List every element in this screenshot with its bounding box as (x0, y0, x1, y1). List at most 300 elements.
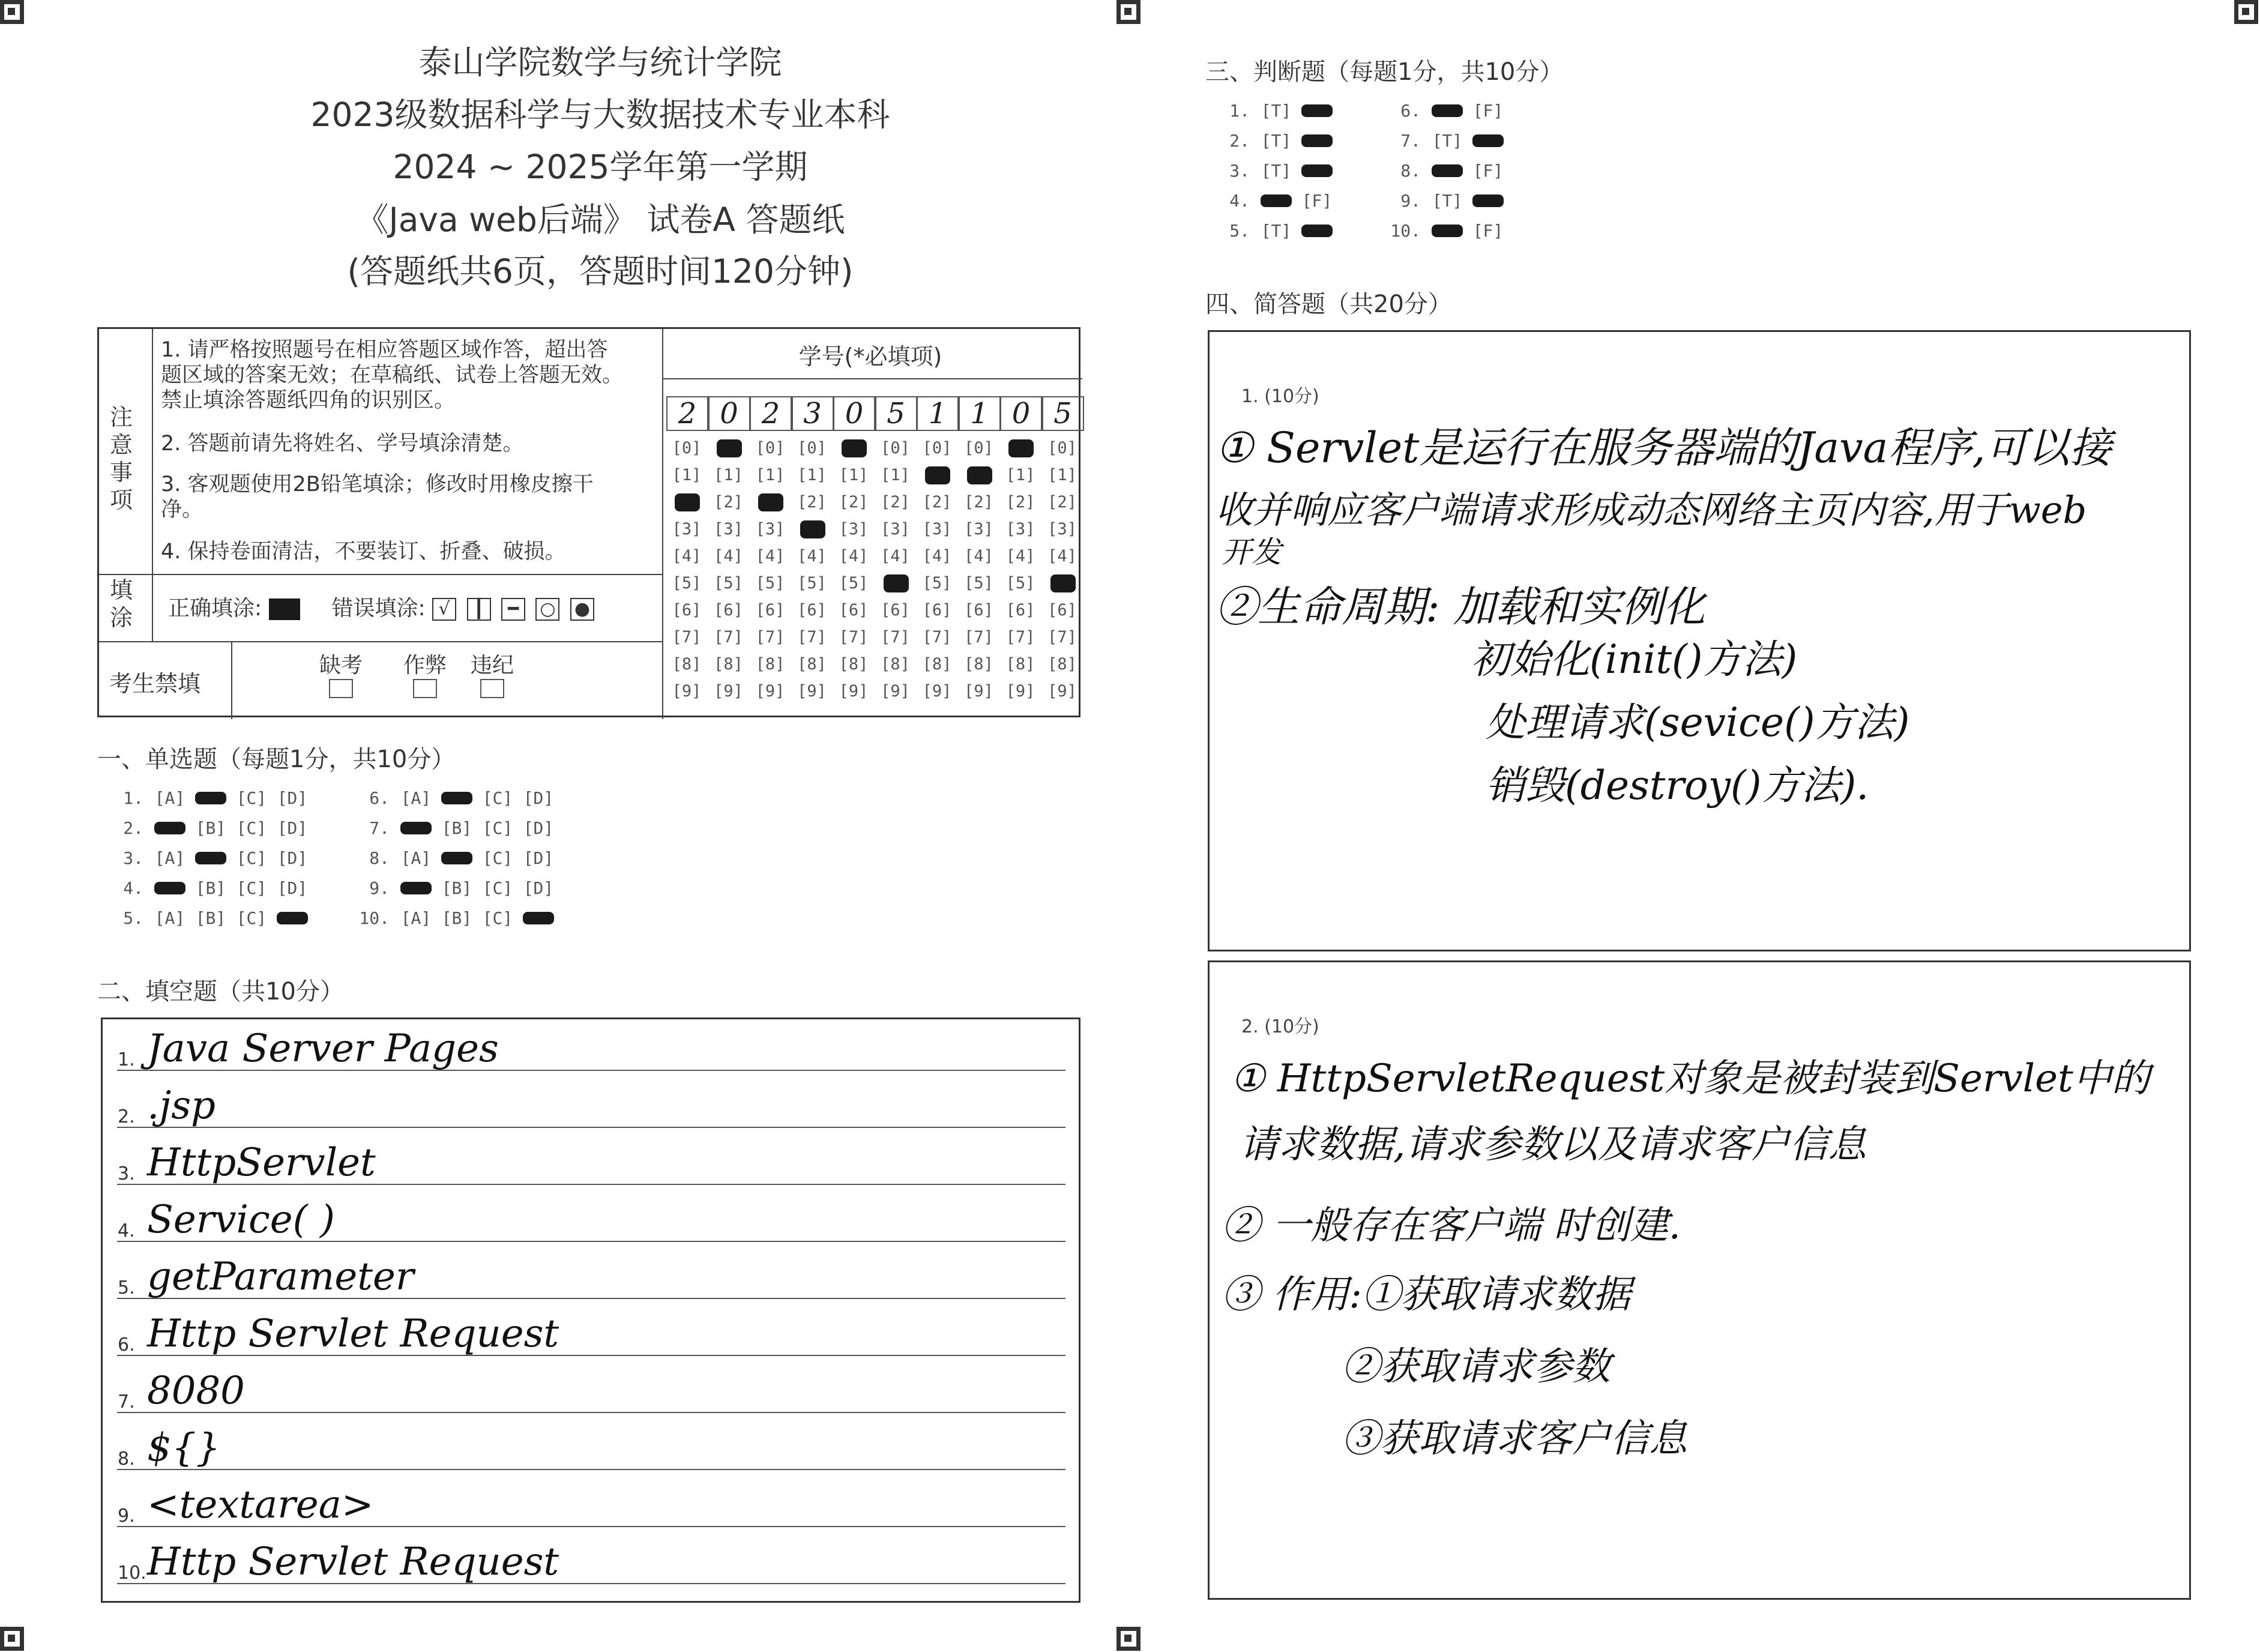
single-choice-option-filled[interactable] (518, 908, 559, 928)
student-id-bubble-filled[interactable] (1001, 435, 1040, 462)
student-id-bubble[interactable]: [9] (797, 682, 827, 701)
student-id-bubble[interactable]: [8] (922, 655, 952, 674)
student-id-bubble[interactable]: [1] (755, 466, 785, 484)
correct-fill-label: 正确填涂: (168, 596, 262, 621)
ban-item-violation-box[interactable] (480, 679, 504, 698)
single-choice-option[interactable] (231, 848, 272, 868)
single-choice-option-label: [B] (195, 878, 226, 898)
student-id-bubble[interactable]: [4] (1047, 547, 1077, 565)
single-choice-question-number: 3. (123, 848, 143, 868)
short-answer-2-line-3: ② 一般存在客户端 时创建. (1222, 1204, 1681, 1248)
blank-answer[interactable]: Service( ) (147, 1198, 335, 1242)
student-id-bubble[interactable]: [2] (1005, 493, 1035, 511)
single-choice-option-label: [C] (482, 848, 513, 868)
student-id-bubble[interactable]: [0] (755, 439, 785, 457)
student-id-bubble[interactable]: [8] (1005, 655, 1035, 674)
single-choice-question-row (351, 788, 559, 808)
true-false-option[interactable] (1468, 161, 1508, 181)
student-id-bubble[interactable]: [6] (1005, 601, 1035, 620)
single-choice-question-row (105, 908, 313, 928)
single-choice-question-row (105, 878, 313, 898)
single-choice-question-number: 6. (369, 788, 390, 808)
true-false-question-number: 3. (1229, 161, 1250, 181)
student-id-bubble[interactable]: [1] (881, 466, 910, 484)
blank-answer[interactable]: .jsp (147, 1084, 215, 1128)
section4-title: 四、简答题（共20分） (1205, 291, 1452, 318)
true-false-option-label: [F] (1301, 191, 1333, 211)
filled-mark (1008, 439, 1034, 457)
true-false-question-row (1211, 101, 1337, 121)
single-choice-option-label: [D] (523, 848, 554, 868)
short-answer-1-line-3: 开发 (1222, 535, 1282, 570)
student-id-bubble[interactable]: [9] (1005, 682, 1035, 701)
corner-mark-top-right (2234, 0, 2258, 24)
student-id-bubble[interactable]: [7] (755, 628, 785, 647)
student-id-bubble[interactable]: [4] (672, 547, 702, 565)
student-id-bubble[interactable]: [2] (1047, 493, 1077, 511)
student-id-bubble[interactable]: [3] (964, 520, 993, 538)
student-id-bubble[interactable]: [5] (922, 574, 952, 592)
student-id-bubble[interactable]: [9] (922, 682, 952, 701)
true-false-question-row (1382, 131, 1508, 151)
single-choice-question-row (351, 878, 559, 898)
student-id-bubble[interactable]: [7] (672, 628, 702, 647)
student-id-bubble-filled[interactable] (834, 435, 873, 462)
single-choice-option-filled[interactable] (190, 788, 231, 808)
filled-mark (1050, 574, 1076, 592)
single-choice-option-label: [C] (236, 878, 267, 898)
corner-mark-top-mid (1116, 0, 1141, 24)
blank-number: 10. (118, 1563, 146, 1584)
single-choice-option-filled[interactable] (436, 848, 477, 868)
true-false-option-filled[interactable] (1468, 131, 1508, 151)
student-id-bubble-filled[interactable] (667, 489, 706, 516)
true-false-option[interactable] (1256, 161, 1297, 181)
single-choice-option-label: [D] (523, 878, 554, 898)
short-answer-2-line-5: ②获取请求参数 (1342, 1345, 1611, 1389)
single-choice-option-label: [C] (482, 908, 513, 928)
blank-number: 3. (118, 1163, 135, 1184)
student-id-title: 学号(*必填项) (798, 343, 942, 370)
student-id-bubble-filled[interactable] (1043, 570, 1082, 597)
single-choice-option-label: [A] (154, 788, 185, 808)
section3-title: 三、判断题（每题1分，共10分） (1205, 58, 1564, 86)
student-id-bubble[interactable]: [7] (964, 628, 993, 647)
blank-answer[interactable]: ${} (147, 1426, 221, 1470)
exam-major: 2023级数据科学与大数据技术专业本科 (310, 95, 890, 134)
student-id-bubble[interactable]: [2] (797, 493, 827, 511)
single-choice-question-number: 2. (123, 818, 143, 838)
student-id-bubble[interactable]: [3] (839, 520, 869, 538)
blank-answer[interactable]: Java Server Pages (147, 1026, 499, 1071)
student-id-bubble[interactable]: [1] (797, 466, 827, 484)
answer-line (117, 1127, 1065, 1128)
student-id-bubble[interactable]: [7] (922, 628, 952, 647)
single-choice-question-number: 5. (123, 908, 143, 928)
student-id-bubble[interactable]: [8] (797, 655, 827, 674)
filled-mark (758, 493, 783, 511)
student-id-bubble[interactable]: [7] (1005, 628, 1035, 647)
true-false-question-row (1382, 191, 1508, 211)
blank-number: 7. (118, 1391, 135, 1412)
true-false-option-filled[interactable] (1297, 131, 1337, 151)
single-choice-option-label: [C] (236, 908, 267, 928)
single-choice-option-filled[interactable] (436, 788, 477, 808)
notice-item-2: 2. 答题前请先将姓名、学号填涂清楚。 (161, 432, 524, 456)
student-id-bubble[interactable]: [9] (839, 682, 869, 701)
answer-line (117, 1412, 1065, 1413)
single-choice-option-filled[interactable] (272, 908, 313, 928)
true-false-question-row (1382, 101, 1508, 121)
student-id-bubble[interactable]: [7] (797, 628, 827, 647)
single-choice-option[interactable] (190, 878, 231, 898)
corner-mark-bottom-mid (1116, 1627, 1141, 1651)
single-choice-option[interactable] (477, 818, 518, 838)
student-id-bubble[interactable]: [4] (1005, 547, 1035, 565)
student-id-bubble[interactable]: [2] (839, 493, 869, 511)
wrong-mark-circle: ○ (535, 598, 559, 621)
ban-item-cheat-label: 作弊 (403, 653, 447, 678)
student-id-bubble[interactable]: [7] (1047, 628, 1077, 647)
student-id-digit: 3 (792, 396, 834, 431)
section2-title: 二、填空题（共10分） (97, 978, 344, 1005)
short-answer-2-line-4: ③ 作用:①获取请求数据 (1222, 1273, 1631, 1317)
student-id-bubble[interactable]: [7] (881, 628, 910, 647)
short-answer-2-head: 2. (10分) (1241, 1016, 1319, 1037)
single-choice-option-label: [D] (277, 848, 308, 868)
single-choice-option-filled[interactable] (149, 878, 190, 898)
single-choice-option-label: [A] (154, 848, 185, 868)
single-choice-question-row (105, 788, 313, 808)
short-answer-2-line-2: 请求数据,请求参数以及请求客户信息 (1240, 1123, 1867, 1167)
single-choice-option[interactable] (518, 788, 559, 808)
single-choice-option[interactable] (477, 878, 518, 898)
single-choice-question-number: 8. (369, 848, 390, 868)
single-choice-option[interactable] (190, 908, 231, 928)
student-id-bubble[interactable]: [0] (964, 439, 993, 457)
blank-answer[interactable]: Http Servlet Request (147, 1312, 559, 1356)
filled-mark (884, 574, 909, 592)
student-id-bubble[interactable]: [2] (964, 493, 993, 511)
student-id-bubble[interactable]: [6] (755, 601, 785, 620)
answer-line (117, 1469, 1065, 1470)
student-id-bubble[interactable]: [8] (1047, 655, 1077, 674)
single-choice-option[interactable] (149, 908, 190, 928)
student-id-digit: 0 (1000, 396, 1042, 431)
short-answer-2-line-1: ① HttpServletRequest对象是被封装到Servlet中的 (1231, 1057, 2150, 1101)
student-id-bubble[interactable]: [4] (839, 547, 869, 565)
student-id-bubble[interactable]: [9] (1047, 682, 1077, 701)
true-false-option[interactable] (1468, 221, 1508, 241)
student-id-bubble[interactable]: [0] (672, 439, 702, 457)
single-choice-option-label: [B] (195, 908, 226, 928)
single-choice-question-row (105, 848, 313, 868)
single-choice-option[interactable] (149, 788, 190, 808)
true-false-option-label: [T] (1261, 161, 1292, 181)
filled-mark (675, 493, 700, 511)
single-choice-option[interactable] (477, 788, 518, 808)
single-choice-question-number: 9. (369, 878, 390, 898)
student-id-bubble[interactable]: [7] (714, 628, 743, 647)
single-choice-option-label: [C] (236, 818, 267, 838)
single-choice-option[interactable] (518, 818, 559, 838)
single-choice-option[interactable] (436, 908, 477, 928)
single-choice-option[interactable] (477, 908, 518, 928)
true-false-option-label: [F] (1472, 161, 1504, 181)
single-choice-option[interactable] (190, 818, 231, 838)
single-choice-option-label: [A] (400, 788, 432, 808)
single-choice-option-label: [A] (400, 908, 432, 928)
true-false-question-number: 10. (1390, 221, 1421, 241)
single-choice-option-label: [B] (195, 818, 226, 838)
student-id-bubble[interactable]: [8] (672, 655, 702, 674)
blank-answer[interactable]: getParameter (147, 1255, 414, 1299)
ban-label: 考生禁填 (109, 671, 201, 697)
blank-answer[interactable]: HttpServlet (147, 1141, 376, 1185)
single-choice-option[interactable] (231, 788, 272, 808)
single-choice-option-label: [C] (236, 788, 267, 808)
student-id-bubble[interactable]: [5] (839, 574, 869, 592)
true-false-option-filled[interactable] (1297, 221, 1337, 241)
true-false-question-number: 8. (1400, 161, 1421, 181)
student-id-bubble[interactable]: [5] (964, 574, 993, 592)
short-answer-2-line-6: ③获取请求客户信息 (1342, 1417, 1687, 1461)
student-id-bubble[interactable]: [6] (922, 601, 952, 620)
single-choice-option[interactable] (272, 788, 313, 808)
blank-number: 6. (118, 1334, 135, 1355)
blank-number: 1. (118, 1049, 135, 1070)
single-choice-question-number: 10. (359, 908, 390, 928)
single-choice-option-filled[interactable] (396, 818, 436, 838)
single-choice-option[interactable] (396, 908, 436, 928)
student-id-bubble[interactable]: [6] (672, 601, 702, 620)
single-choice-option[interactable] (231, 818, 272, 838)
true-false-question-number: 5. (1229, 221, 1250, 241)
student-id-bubble[interactable]: [8] (881, 655, 910, 674)
student-id-bubble-filled[interactable] (710, 435, 748, 462)
student-id-bubble[interactable]: [9] (964, 682, 993, 701)
student-id-bubble[interactable]: [4] (881, 547, 910, 565)
filled-mark (967, 466, 992, 484)
blank-number: 2. (118, 1106, 135, 1127)
filled-mark (925, 466, 950, 484)
single-choice-option[interactable] (396, 848, 436, 868)
student-id-bubble[interactable]: [3] (1005, 520, 1035, 538)
student-id-digit: 5 (1042, 396, 1084, 431)
student-id-bubble[interactable]: [2] (714, 493, 743, 511)
single-choice-option[interactable] (477, 848, 518, 868)
true-false-option[interactable] (1256, 131, 1297, 151)
single-choice-option[interactable] (436, 818, 477, 838)
student-id-bubble[interactable]: [6] (964, 601, 993, 620)
fill-label: 填涂 (109, 577, 133, 631)
student-id-bubble[interactable]: [6] (1047, 601, 1077, 620)
single-choice-option-label: [C] (236, 848, 267, 868)
blank-number: 4. (118, 1220, 135, 1241)
true-false-option[interactable] (1468, 101, 1508, 121)
single-choice-option-filled[interactable] (149, 818, 190, 838)
exam-term: 2024 ~ 2025学年第一学期 (393, 148, 808, 186)
single-choice-option-label: [D] (523, 788, 554, 808)
student-id-bubble[interactable]: [6] (714, 601, 743, 620)
student-id-bubble-filled[interactable] (751, 489, 789, 516)
student-id-bubble[interactable]: [3] (672, 520, 702, 538)
exam-info: (答题纸共6页，答题时间120分钟) (347, 252, 854, 291)
student-id-bubble[interactable]: [2] (881, 493, 910, 511)
student-id-bubble[interactable]: [0] (797, 439, 827, 457)
student-id-bubble[interactable]: [4] (797, 547, 827, 565)
true-false-option[interactable] (1297, 191, 1337, 211)
true-false-question-row (1382, 161, 1508, 181)
ban-item-absent (317, 648, 365, 704)
filled-mark (717, 439, 742, 457)
single-choice-option[interactable] (272, 818, 313, 838)
single-choice-option-label: [B] (441, 908, 472, 928)
wrong-fill-label: 错误填涂: (331, 596, 426, 621)
student-id-bubble[interactable]: [8] (839, 655, 869, 674)
student-id-bubble[interactable]: [4] (714, 547, 743, 565)
true-false-option-filled[interactable] (1256, 191, 1297, 211)
single-choice-option-label: [D] (523, 818, 554, 838)
short-answer-1-line-7: 销毁(destroy()方法). (1486, 762, 1869, 809)
single-choice-option-filled[interactable] (396, 878, 436, 898)
short-answer-1-line-2: 收并响应客户端请求形成动态网络主页内容,用于web (1216, 488, 2087, 532)
single-choice-option-label: [C] (482, 788, 513, 808)
single-choice-option[interactable] (272, 848, 313, 868)
notice-item-3: 3. 客观题使用2B铅笔填涂；修改时用橡皮擦干净。 (161, 472, 594, 522)
student-id-bubble[interactable]: [0] (881, 439, 910, 457)
true-false-question-row (1211, 191, 1337, 211)
true-false-option-filled[interactable] (1427, 161, 1468, 181)
blank-answer[interactable]: 8080 (147, 1369, 245, 1413)
true-false-option[interactable] (1427, 191, 1468, 211)
true-false-option-label: [F] (1472, 101, 1504, 121)
true-false-question-number: 4. (1229, 191, 1250, 211)
true-false-option-label: [T] (1261, 131, 1292, 151)
single-choice-option[interactable] (272, 878, 313, 898)
true-false-option[interactable] (1256, 221, 1297, 241)
student-id-bubble[interactable]: [7] (839, 628, 869, 647)
true-false-option-filled[interactable] (1297, 161, 1337, 181)
blank-number: 8. (118, 1449, 135, 1470)
student-id-digit: 2 (666, 396, 708, 431)
student-id-bubble[interactable]: [3] (714, 520, 743, 538)
wrong-mark-dash: ━ (501, 598, 525, 621)
single-choice-option-filled[interactable] (190, 848, 231, 868)
short-answer-1-line-4: ②生命周期: 加载和实例化 (1216, 582, 1705, 632)
ban-item-absent-box[interactable] (329, 679, 353, 698)
single-choice-option[interactable] (231, 878, 272, 898)
student-id-bubble[interactable]: [5] (755, 574, 785, 592)
single-choice-option-label: [B] (441, 818, 472, 838)
true-false-question-number: 2. (1229, 131, 1250, 151)
student-id-bubble-filled[interactable] (918, 462, 956, 489)
student-id-bubble[interactable]: [9] (714, 682, 743, 701)
single-choice-option[interactable] (436, 878, 477, 898)
student-id-bubble-filled[interactable] (876, 570, 915, 597)
student-id-bubble[interactable]: [9] (755, 682, 785, 701)
true-false-question-row (1211, 131, 1337, 151)
wrong-mark-dot: ● (570, 598, 594, 621)
student-id-bubble[interactable]: [6] (839, 601, 869, 620)
true-false-option[interactable] (1427, 131, 1468, 151)
true-false-option-filled[interactable] (1468, 191, 1508, 211)
student-id-bubble[interactable]: [2] (922, 493, 952, 511)
single-choice-option-label: [C] (482, 878, 513, 898)
true-false-question-number: 7. (1400, 131, 1421, 151)
student-id-bubble[interactable]: [6] (881, 601, 910, 620)
single-choice-option[interactable] (231, 908, 272, 928)
student-id-bubble[interactable]: [0] (922, 439, 952, 457)
true-false-option-filled[interactable] (1297, 101, 1337, 121)
student-id-bubble[interactable]: [9] (881, 682, 910, 701)
student-id-bubble[interactable]: [0] (1047, 439, 1077, 457)
student-id-bubble[interactable]: [1] (672, 466, 702, 484)
student-id-bubble[interactable]: [8] (755, 655, 785, 674)
student-id-bubble[interactable]: [5] (714, 574, 743, 592)
student-id-bubble[interactable]: [3] (755, 520, 785, 538)
student-id-bubble[interactable]: [1] (1047, 466, 1077, 484)
true-false-question-number: 1. (1229, 101, 1250, 121)
student-id-bubble[interactable]: [4] (922, 547, 952, 565)
student-id-bubble[interactable]: [5] (1005, 574, 1035, 592)
single-choice-option-label: [C] (482, 818, 513, 838)
student-id-bubble[interactable]: [3] (881, 520, 910, 538)
true-false-option-filled[interactable] (1427, 101, 1468, 121)
blank-answer[interactable]: Http Servlet Request (147, 1540, 559, 1584)
single-choice-option[interactable] (396, 788, 436, 808)
student-id-bubble-filled[interactable] (960, 462, 998, 489)
student-id-bubble[interactable]: [5] (672, 574, 702, 592)
student-id-bubble[interactable]: [6] (797, 601, 827, 620)
corner-mark-top-left (0, 0, 24, 24)
student-id-bubble[interactable]: [8] (714, 655, 743, 674)
single-choice-option-label: [A] (400, 848, 432, 868)
student-id-bubble-filled[interactable] (793, 516, 831, 543)
student-id-bubble[interactable]: [3] (1047, 520, 1077, 538)
blank-answer[interactable]: <textarea> (147, 1483, 374, 1527)
ban-item-cheat-box[interactable] (413, 679, 437, 698)
student-id-bubble[interactable]: [1] (714, 466, 743, 484)
wrong-mark-check: √ (432, 598, 456, 621)
student-id-bubble[interactable]: [3] (922, 520, 952, 538)
true-false-option-label: [F] (1472, 221, 1504, 241)
blank-number: 9. (118, 1506, 135, 1527)
student-id-bubble[interactable]: [9] (672, 682, 702, 701)
exam-title: 《Java web后端》 试卷A 答题纸 (355, 200, 845, 239)
single-choice-option[interactable] (518, 848, 559, 868)
student-id-bubble[interactable]: [4] (755, 547, 785, 565)
student-id-bubble[interactable]: [5] (797, 574, 827, 592)
student-id-bubble[interactable]: [1] (1005, 466, 1035, 484)
single-choice-option-label: [D] (277, 818, 308, 838)
student-id-bubble[interactable]: [1] (839, 466, 869, 484)
student-id-bubble[interactable]: [4] (964, 547, 993, 565)
ban-item-violation-label: 违纪 (470, 653, 514, 678)
notice-item-1: 1. 请严格按照题号在相应答题区域作答，超出答题区域的答案无效；在草稿纸、试卷上答题无效。禁止填涂答题纸四角的识别区。 (161, 338, 624, 412)
single-choice-question-number: 4. (123, 878, 143, 898)
true-false-question-row (1382, 221, 1508, 241)
student-id-digit: 5 (875, 396, 917, 431)
true-false-option-filled[interactable] (1427, 221, 1468, 241)
single-choice-option[interactable] (518, 878, 559, 898)
true-false-option[interactable] (1256, 101, 1297, 121)
single-choice-option[interactable] (149, 848, 190, 868)
wrong-mark-bar: ┃ (467, 598, 491, 621)
corner-mark-bottom-left (0, 1627, 24, 1651)
single-choice-option-label: [D] (277, 878, 308, 898)
student-id-bubble[interactable]: [8] (964, 655, 993, 674)
